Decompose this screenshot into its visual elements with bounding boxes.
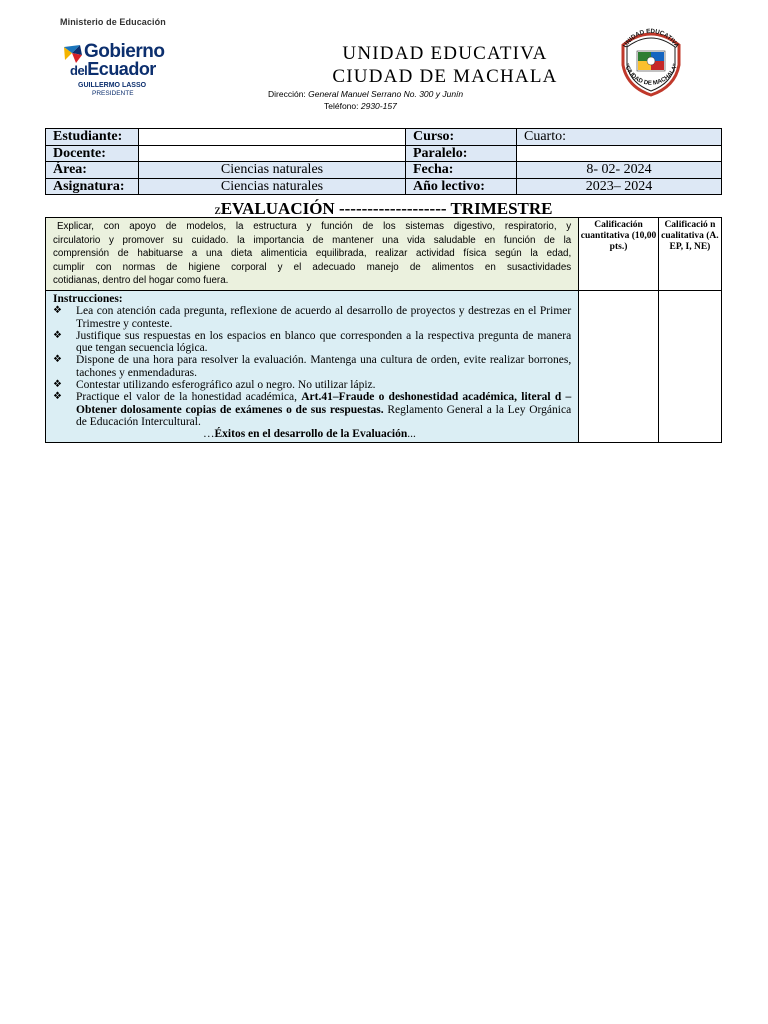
logo-text-gobierno: Gobierno: [84, 41, 165, 62]
evaluation-table: [45, 217, 722, 443]
school-phone: Teléfono: 2930-157: [324, 101, 397, 111]
school-title-line1: UNIDAD EDUCATIVA: [342, 43, 548, 64]
government-logo: [62, 41, 180, 101]
instruction-item: ❖ Dispone de una hora para resolver la evaluación. Mantenga una cultura de orden, evite realizar borrones, tachones y enmendaduras.: [53, 354, 572, 379]
qualitative-grade-cell[interactable]: [658, 291, 721, 443]
qualitative-grade-header: Calificació n cualitativa (A. EP, I, NE): [658, 218, 721, 291]
anio-lectivo-label: Año lectivo:: [406, 178, 517, 195]
instructions-section: [46, 291, 579, 443]
fecha-field[interactable]: 8- 02- 2024: [517, 162, 722, 179]
asignatura-label: Asignatura:: [46, 178, 139, 195]
diamond-bullet-icon: ❖: [53, 329, 62, 341]
objective-line: comprensión de habituarse a una dieta alimenticia equilibrada, realizar actividad física según la edad,: [53, 248, 572, 259]
area-label: Área:: [46, 162, 139, 179]
objective-text: [53, 220, 571, 288]
diamond-bullet-icon: ❖: [53, 354, 62, 366]
docente-field[interactable]: [139, 145, 406, 162]
fecha-label: Fecha:: [406, 162, 517, 179]
paralelo-field[interactable]: [517, 145, 722, 162]
instruction-item: ❖ Practique el valor de la honestidad académica, Art.41–Fraude o deshonestidad académica, literal d – Obtener dolosamente copias de exámenes o de sus respuestas. Reglamento General a la Ley Orgánica de Educación Intercultural.: [53, 391, 572, 428]
anio-lectivo-field[interactable]: 2023– 2024: [517, 178, 722, 195]
student-info-table: [45, 128, 722, 195]
instructions-title: Instrucciones:: [53, 293, 123, 305]
logo-text-president-name: GUILLERMO LASSO: [78, 82, 147, 89]
logo-text-president: PRESIDENTE: [92, 90, 134, 97]
svg-text:"CIUDAD DE MACHALA": "CIUDAD DE MACHALA": [622, 63, 680, 87]
paralelo-label: Paralelo:: [406, 145, 517, 162]
instruction-item: ❖ Justifique sus respuestas en los espacios en blanco que corresponden a la respectiva pregunta de manera que tengan secuencia lógica.: [53, 329, 572, 355]
school-title-line2: CIUDAD DE MACHALA: [332, 66, 558, 87]
instructions-list: [53, 305, 571, 428]
evaluation-title: zEVALUACIÓN ------------------- TRIMESTRE: [214, 199, 553, 218]
school-crest-logo: [615, 25, 687, 97]
instruction-item: ❖ Lea con atención cada pregunta, reflexione de acuerdo al desarrollo de proyectos y destrezas en el Primer Trimestre y conteste.: [53, 305, 572, 330]
closing-message: …Éxitos en el desarrollo de la Evaluación...: [203, 428, 416, 441]
asignatura-field[interactable]: Ciencias naturales: [139, 178, 406, 195]
learning-objective: [46, 218, 579, 291]
objective-line: Explicar, con apoyo de modelos, la estructura y función de los sistemas digestivo, respiratorio, y: [57, 221, 572, 232]
estudiante-field[interactable]: [139, 129, 406, 146]
diamond-bullet-icon: ❖: [53, 305, 62, 317]
svg-text:UNIDAD EDUCATIVA: UNIDAD EDUCATIVA: [621, 27, 681, 50]
diamond-bullet-icon: ❖: [53, 391, 62, 403]
quantitative-grade-cell[interactable]: [579, 291, 659, 443]
curso-label: Curso:: [406, 129, 517, 146]
objective-line: circulatorio y promover su cuidado. la importancia de mantener una vida saludable en función de la: [53, 234, 572, 246]
docente-label: Docente:: [46, 145, 139, 162]
logo-text-ecuador: delEcuador: [70, 59, 156, 79]
school-address: Dirección: General Manuel Serrano No. 300 y Junín: [268, 89, 464, 99]
estudiante-label: Estudiante:: [46, 129, 139, 146]
diamond-bullet-icon: ❖: [53, 379, 62, 391]
curso-field[interactable]: Cuarto:: [517, 129, 722, 146]
objective-line: cumplir con normas de higiene corporal y el adecuado manejo de alimentos en susactividades: [53, 261, 572, 273]
quantitative-grade-header: Calificación cuantitativa (10,00 pts.): [579, 218, 659, 291]
instruction-item: ❖ Contestar utilizando esferográfico azul o negro. No utilizar lápiz.: [53, 379, 376, 392]
objective-line: cotidianas, dentro del hogar como fuera.: [53, 275, 229, 286]
ministry-label: Ministerio de Educación: [60, 17, 166, 27]
area-field[interactable]: Ciencias naturales: [139, 162, 406, 179]
